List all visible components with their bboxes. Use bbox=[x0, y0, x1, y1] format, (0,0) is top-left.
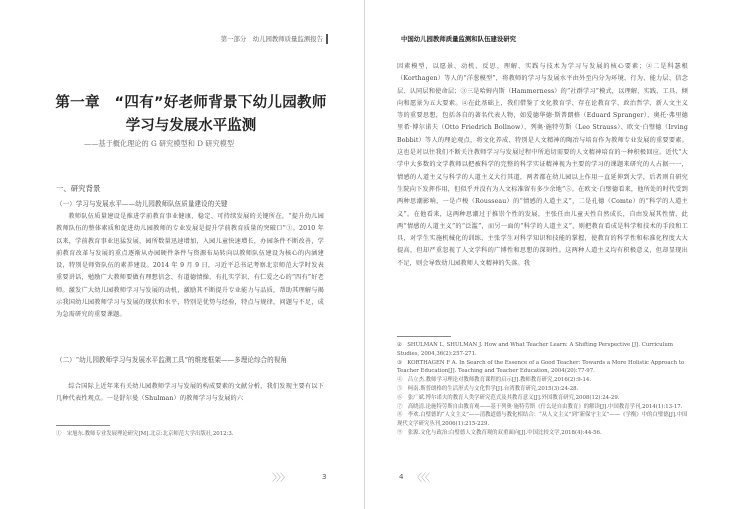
subsection-heading-1: （一）学习与发展水平——幼儿园教师队伍质量建设的关键 bbox=[56, 200, 228, 208]
footnote-rule-right bbox=[397, 336, 451, 337]
page-number-right: 4 bbox=[399, 473, 404, 481]
page-arrows-right: 〈〈〈 bbox=[412, 473, 429, 484]
footnote-8: ⑧ 李欢.白璧德的“人文主义”——清教道德与教化相结合：“从人文主义”到“新保守主义”——《学衡》中的白璧德[J].中国现代文学研究丛刊,2006(1):215-229. bbox=[397, 412, 688, 428]
subsection-heading-2: （二）“幼儿园教师学习与发展水平监测工具”的维度框架——多理论综合的视角 bbox=[56, 356, 287, 364]
footnote: ① 宋旭东.教师专业发展理论研究[M].北京:北京师范大学出版社,2012:3. bbox=[56, 431, 234, 437]
running-head-right: 中国幼儿园教师质量监测和队伍建设研究 bbox=[401, 35, 517, 43]
page-number-left: 3 bbox=[322, 473, 327, 481]
footnote-5: ⑤ 柯南.斯普朗格的生活形式与文化哲学[J].台湾教育研究,2015(3):24-28. bbox=[397, 385, 579, 392]
chapter-subtitle: 学习与发展水平监测 bbox=[125, 118, 257, 134]
footnote-6: ⑥ 张广斌.博尔诺夫的教育人类学研究范式及其教育意义[J].外国教育研究,2008(12):24-29. bbox=[397, 394, 620, 401]
page-arrows-left: 〉〉〉 bbox=[272, 473, 289, 484]
footnote-2: ② SHULMAN L, SHULMAN J. How and What Teacher Learn: A Shifting Perspective [J]. Curriculum Studies, 2004,36(2):257-271. bbox=[397, 342, 673, 357]
running-head-left: 第一部分 幼儿园教师质量监测报告 bbox=[221, 34, 328, 44]
footnote-7: ⑦ 高晓清.论施特劳斯自由教育观——基于列奥·施特劳斯《什么是自由教育》的解读[J].中国教育学刊,2014(1):13-17. bbox=[397, 403, 683, 410]
footnote-9: ⑨ 张源.文化与政治:白璧德人文教育观的双重面向[J].中国比较文学,2018(4):44-56. bbox=[397, 429, 602, 436]
header-bar-mark bbox=[326, 34, 328, 44]
footnote-rule bbox=[56, 425, 110, 426]
section-heading-research-background: 一、研究背景 bbox=[56, 184, 101, 193]
footnote-3: ③ KORTHAGEN F A. In Search of the Essence of a Good Teacher: Towards a More Holistic Approach to Teacher Education[J]. Teaching and Teacher Education, 2004(20):77-97. bbox=[397, 359, 685, 375]
left-paragraph-2: 综合国际上近年来有关幼儿园教师学习与发展的构成要素的文献分析，我们发现主要有以下几种代表性观点。一是舒尔曼（Shulman）的教师学习与发展的六 bbox=[56, 383, 324, 403]
footnotes-right bbox=[397, 341, 688, 438]
right-paragraph-1: 因素模型，以愿景、动机、反思、理解、实践与技术为学习与发展的核心要素；②二是科瑟根（Korthagen）等人的“洋葱模型”，将教师的学习与发展水平由外至内分为环境、行为、能力层、信念层、认同层和使命层；③三是哈姆内斯（Hammerness）的“社群学习”模式，以理解、实践、工具、倾向和愿景为五大要素。④在此基础上，我们借鉴了文化教育学、存在论教育学、政治哲学、新人文主义等的重要思想，包括各自的著名代表人物，如爱德华德·斯普朗格（Eduard Spranger）、奥托·弗里德里希·博尔诺夫（Otto Friedrich Bollnow）、列奥·施特劳斯（Leo Strauss）、欧文·白璧德（Irving Bobbit）等人的理论观点，将文化养成、特别是人文精神的陶冶与培育作为教师专业发展的重要要素。这也是对以往我们不断关注教师学习与发展过程中所追切需要的人文精神培育的一种积极回应。近代“大学中大多数的文学教师以把被科学的完整的科学实证精神视为主要的学习的课题来研究的人占据一一，情感的人道主义与科学的人道主义大行其道，两者都在幼儿园以上作用一直延伸到大学，后者则自研究生院向下发挥作用，但似乎并没有为人文标准留有多少余地”⑤。在欧文·白璧德看来，他所处的时代受到两种思潮影响，一是卢梭（Rousseau）的“情感的人道主义”，二是孔德（Comte）的“科学的人道主义”。在他看来，这两种思潮过于推崇个性的发展，主张任由儿童天性自然成长，自由发展其性情，此两“情感的人道主义”的“泛滥”，而另一面的“科学的人道主义”，则把教育看成是科学和技术的手段和工具，对学生实施机械化的训练，主张学生对科学知识和技能的掌握，使教育的科学性和标准化程度大大提高，但却严重忽视了人文学科的广博性和思想的深刻性。这两种人道主义均有积极意义，但却显现出不足，则会导致幼儿园教师人文精神的失落。我 bbox=[397, 63, 688, 267]
left-paragraph-1: 教师队伍质量建设是推进学前教育事业健康、稳定、可持续发展的关键所在，“提升幼儿园教师队伍的整体素质和促进幼儿园教师的专业发展是提升学前教育质量的突破口”①。2010 年以来，学前教育事业迅猛发展，园所数量迅速增加，入园儿童快速增长，办园条件不断改善，学前教育改革与发展的重点逐渐从办园硬件条件与资源布局转向以教师队伍建设为核心的内涵建设，特别是师资队伍的素养建设。2014 年 9 月 9 日，习近平总书记考察北京师范大学时发表重要讲话，勉励广大教师要做有理想信念、有道德情操、有扎实学识、有仁爱之心的“四有”好老师。激发广大幼儿园教师学习与发展的动机，激励其不断提升专业能力与品质，帮助其理解与揭示我国幼儿园教师学习与发展的现状和水平，特别是优势与经验，特点与规律，问题与不足，成为急需研究的重要课题。 bbox=[56, 213, 324, 319]
chapter-note: ——基于概化理论的 G 研究模型和 D 研究模型 bbox=[84, 139, 235, 148]
chapter-title: 第一章 “四有”好老师背景下幼儿园教师 bbox=[55, 95, 327, 111]
footnote-4: ④ 吕立杰.教师学习理论对教师教育课程的启示[J].教师教育研究,2016(2):9-14. bbox=[397, 377, 592, 384]
right-page bbox=[365, 0, 730, 509]
